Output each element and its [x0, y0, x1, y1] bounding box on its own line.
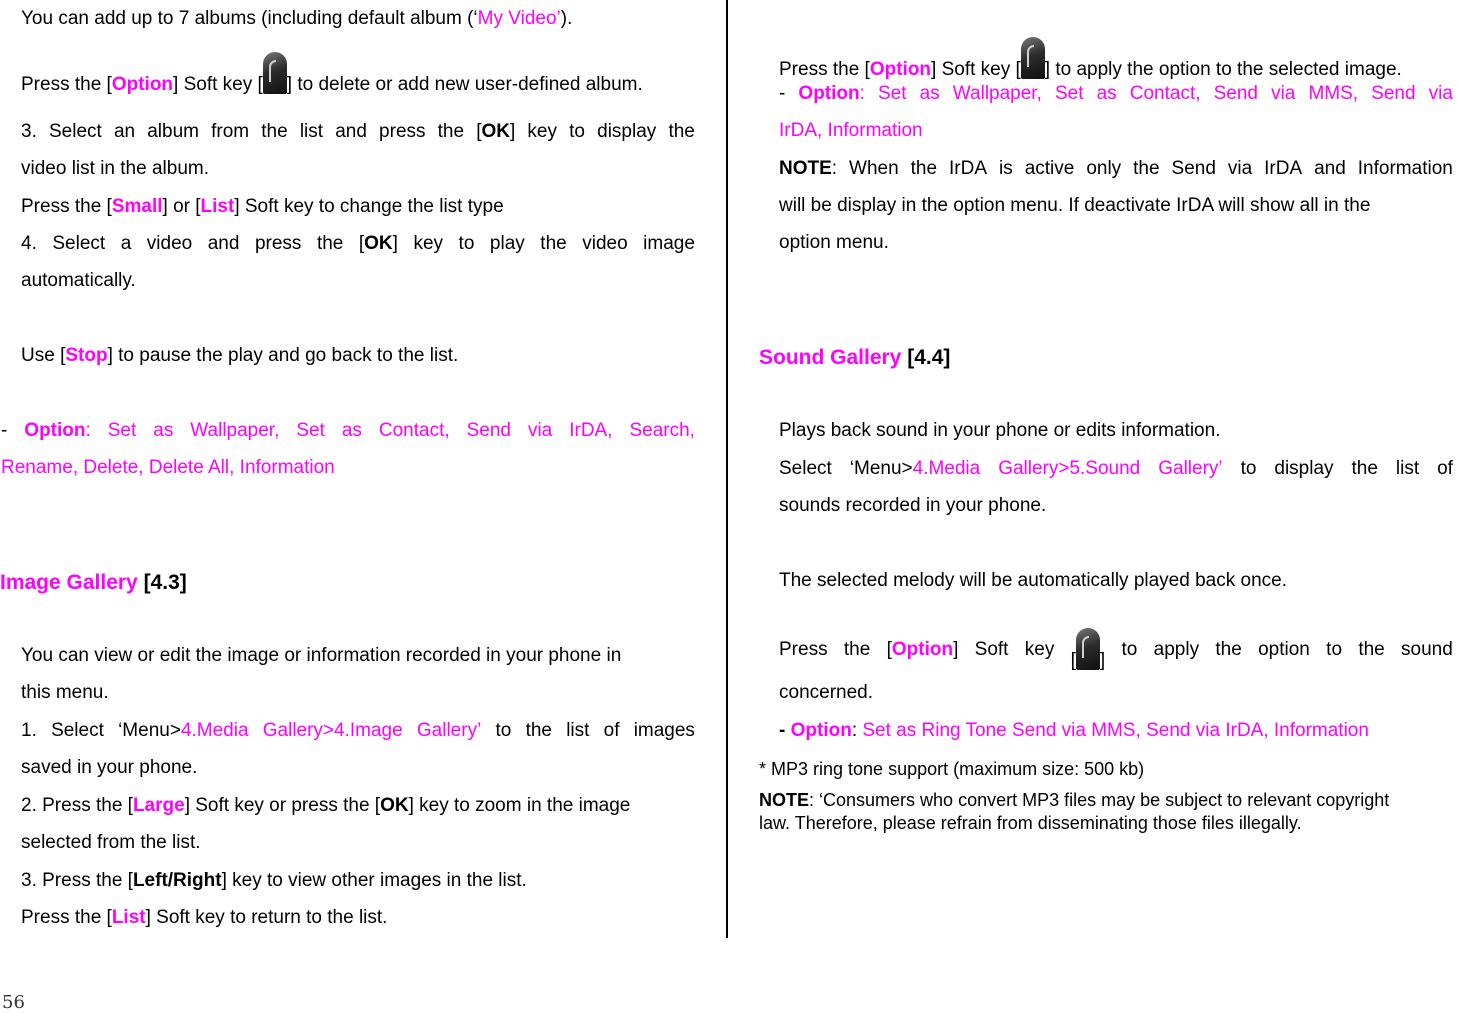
image-gallery-intro-1: You can view or edit the image or information recorded in your phone in	[21, 645, 622, 666]
sound-gallery-heading: Sound Gallery [4.4]	[759, 346, 951, 369]
soft-key-icon	[1076, 628, 1100, 670]
image-step2-line2: selected from the list.	[21, 832, 201, 853]
irda-note-line1: NOTE: When the IrDA is active only the Send via IrDA and Information	[779, 158, 1453, 179]
mp3-support-text: * MP3 ring tone support (maximum size: 500 kb)	[759, 759, 1145, 779]
image-step3: 3. Press the [Left/Right] key to view other images in the list.	[21, 870, 527, 891]
soft-key-icon	[1021, 37, 1045, 79]
video-options-line1: - Option: Set as Wallpaper, Set as Contact, Send via IrDA, Search,	[1, 420, 695, 441]
step3-line2: video list in the album.	[21, 158, 209, 179]
step4-line2: automatically.	[21, 270, 136, 291]
list-type-text: Press the [Small] or [List] Soft key to change the list type	[21, 196, 504, 217]
image-options-line2: IrDA, Information	[779, 120, 923, 141]
step4-line1: 4. Select a video and press the [OK] key to play the video image	[21, 233, 695, 254]
irda-note-line2: will be display in the option menu. If deactivate IrDA will show all in the	[779, 195, 1371, 216]
image-step1-line2: saved in your phone.	[21, 757, 198, 778]
image-option-text: Press the [Option] Soft key [ ] to apply the option to the selected image.	[779, 37, 1402, 81]
sound-select-line1: Select ‘Menu>4.Media Gallery>5.Sound Gallery’ to display the list of	[779, 458, 1453, 479]
image-gallery-intro-2: this menu.	[21, 682, 109, 703]
page-number: 56	[2, 992, 25, 1013]
column-divider	[726, 0, 728, 938]
sound-select-line2: sounds recorded in your phone.	[779, 495, 1047, 516]
sound-option-line1: Press the [Option] Soft key [ ] to apply the option to the sound	[779, 628, 1453, 672]
step3-line1: 3. Select an album from the list and press the [OK] key to display the	[21, 121, 695, 142]
soft-key-icon	[263, 52, 287, 94]
irda-note-line3: option menu.	[779, 232, 889, 253]
album-limit-text: You can add up to 7 albums (including default album (‘My Video’).	[21, 8, 573, 29]
sound-option-line2: concerned.	[779, 682, 874, 703]
option-softkey-album-text: Press the [Option] Soft key [ ] to delete or add new user-defined album.	[21, 52, 643, 96]
image-step2-line1: 2. Press the [Large] Soft key or press the [OK] key to zoom in the image	[21, 795, 631, 816]
melody-text: The selected melody will be automatically played back once.	[779, 570, 1287, 591]
image-return-text: Press the [List] Soft key to return to the list.	[21, 907, 388, 928]
image-step1-line1: 1. Select ‘Menu>4.Media Gallery>4.Image Gallery’ to the list of images	[21, 720, 695, 741]
sound-intro: Plays back sound in your phone or edits information.	[779, 420, 1221, 441]
image-gallery-heading: Image Gallery [4.3]	[0, 571, 187, 594]
copyright-note: NOTE: ‘Consumers who convert MP3 files may be subject to relevant copyright law. Therefore, please refrain from disseminating those files illegally.	[759, 790, 1390, 833]
image-options-line1: - Option: Set as Wallpaper, Set as Contact, Send via MMS, Send via	[779, 83, 1453, 104]
stop-text: Use [Stop] to pause the play and go back to the list.	[21, 345, 459, 366]
video-options-line2: Rename, Delete, Delete All, Information	[1, 457, 335, 478]
sound-options-list: - Option: Set as Ring Tone Send via MMS, Send via IrDA, Information	[779, 720, 1369, 741]
